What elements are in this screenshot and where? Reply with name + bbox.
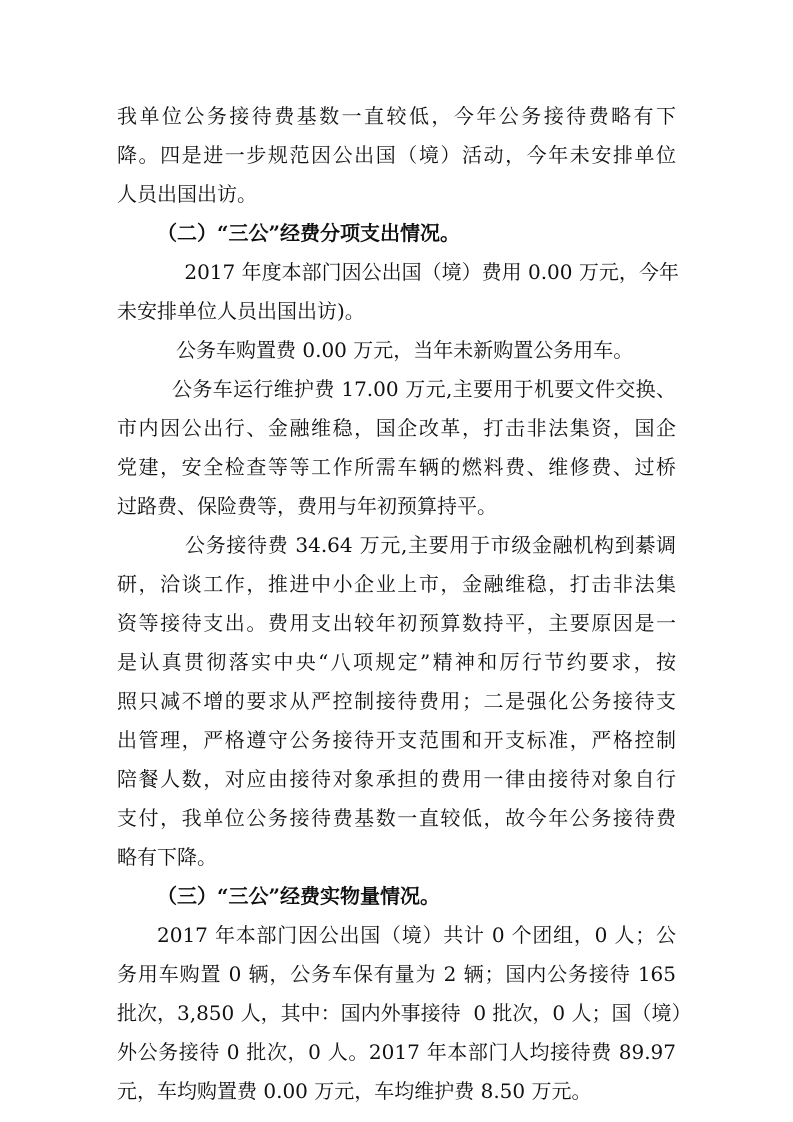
paragraph-line: 2017 年度本部门因公出国（境）费用 0.00 万元，今年 (178, 260, 679, 284)
paragraph-line: 元，车均购置费 0.00 万元，车均维护费 8.50 万元。 (117, 1079, 592, 1103)
section-heading: （三）“三公”经费实物量情况。 (157, 884, 441, 908)
paragraph-line: 公务接待费 34.64 万元,主要用于市级金融机构到綦调 (178, 533, 676, 557)
paragraph-line: 外公务接待 0 批次，0 人。2017 年本部门人均接待费 89.97 (117, 1040, 676, 1064)
paragraph-line: 公务车购置费 0.00 万元，当年未新购置公务用车。 (176, 338, 634, 362)
paragraph-line: 党建，安全检查等等工作所需车辆的燃料费、维修费、过桥 (117, 455, 676, 479)
paragraph-line: 降。四是进一步规范因公出国（境）活动，今年未安排单位 (117, 143, 676, 167)
paragraph-line: 批次，3,850 人，其中：国内外事接待 0 批次，0 人；国（境） (117, 1001, 692, 1025)
paragraph-line: 研，洽谈工作，推进中小企业上市，金融维稳，打击非法集 (117, 572, 676, 596)
paragraph-line: 过路费、保险费等，费用与年初预算持平。 (117, 494, 497, 518)
paragraph-line: 是认真贯彻落实中央“八项规定”精神和厉行节约要求，按 (117, 650, 676, 674)
paragraph-line: 2017 年本部门因公出国（境）共计 0 个团组，0 人；公 (157, 923, 676, 947)
paragraph-line: 未安排单位人员出国出访)。 (117, 299, 365, 323)
paragraph-line: 市内因公出行、金融维稳，国企改革，打击非法集资，国企 (117, 416, 676, 440)
paragraph-line: 公务车运行维护费 17.00 万元,主要用于机要文件交换、 (172, 377, 676, 401)
paragraph-line: 务用车购置 0 辆，公务车保有量为 2 辆；国内公务接待 165 (117, 962, 676, 986)
paragraph-line: 人员出国出访。 (117, 182, 257, 206)
paragraph-line: 出管理，严格遵守公务接待开支范围和开支标准，严格控制 (117, 728, 676, 752)
paragraph-line: 照只减不增的要求从严控制接待费用；二是强化公务接待支 (117, 689, 676, 713)
paragraph-line: 略有下降。 (117, 845, 217, 869)
section-heading: （二）“三公”经费分项支出情况。 (157, 221, 461, 245)
paragraph-line: 支付，我单位公务接待费基数一直较低，故今年公务接待费 (117, 806, 676, 830)
paragraph-line: 陪餐人数，对应由接待对象承担的费用一律由接待对象自行 (117, 767, 676, 791)
paragraph-line: 我单位公务接待费基数一直较低，今年公务接待费略有下 (117, 104, 676, 128)
paragraph-line: 资等接待支出。费用支出较年初预算数持平，主要原因是一 (117, 611, 676, 635)
